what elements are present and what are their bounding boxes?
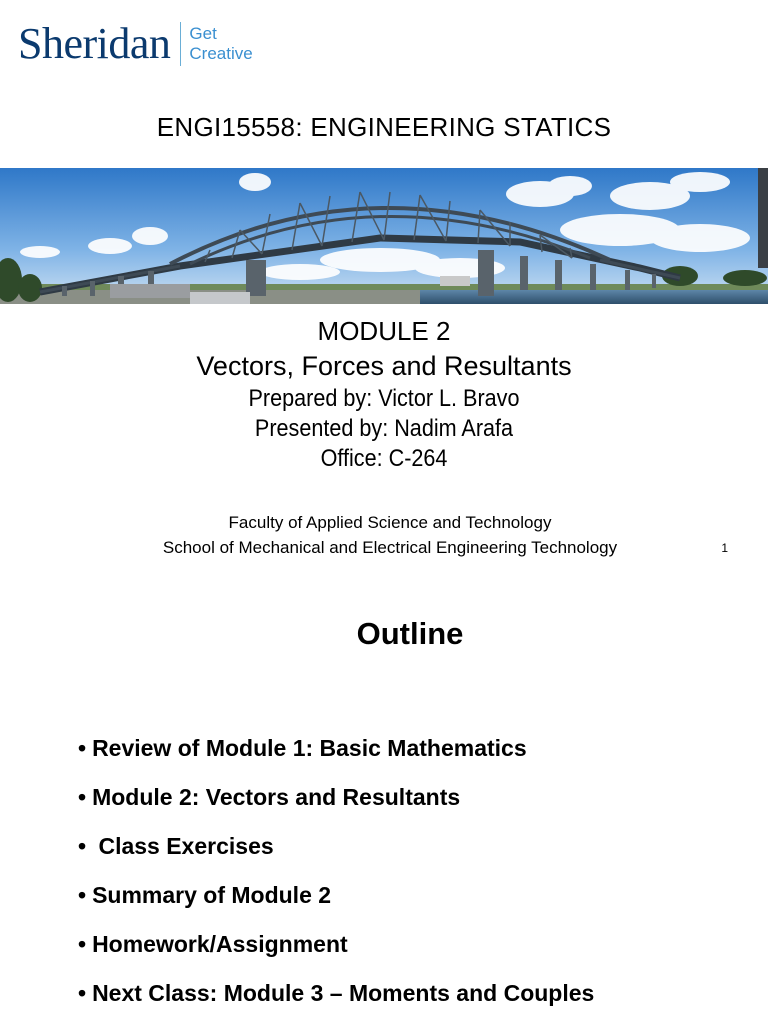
- bullet-icon: •: [78, 931, 87, 957]
- office: Office: C-264: [320, 445, 448, 472]
- list-item: [78, 979, 594, 1024]
- faculty-name: Faculty of Applied Science and Technology: [228, 513, 552, 532]
- list-item-text: Review of Module 1: Basic Mathematics: [92, 735, 527, 761]
- list-item-text: Module 2: Vectors and Resultants: [92, 784, 461, 810]
- bullet-icon: •: [78, 833, 87, 859]
- faculty-info: [0, 510, 768, 560]
- logo-divider: [180, 22, 181, 66]
- list-item-text: Homework/Assignment: [92, 931, 348, 957]
- logo-tagline-line1: Get: [189, 24, 217, 43]
- module-number: MODULE 2: [317, 316, 451, 346]
- list-item: [78, 881, 594, 930]
- logo-tagline: [189, 24, 252, 64]
- bridge-banner-image: [0, 168, 768, 304]
- list-item-text: Summary of Module 2: [92, 882, 332, 908]
- list-item: [78, 832, 594, 881]
- presented-by: Presented by: Nadim Arafa: [254, 415, 514, 442]
- outline-title: Outline: [356, 616, 464, 651]
- list-item-text: Class Exercises: [92, 833, 274, 859]
- logo-tagline-line2: Creative: [189, 44, 253, 63]
- bullet-icon: •: [78, 882, 87, 908]
- outline-list: [78, 734, 594, 1024]
- logo-wordmark: Sheridan: [18, 19, 171, 68]
- module-info: [0, 314, 768, 474]
- list-item: [78, 783, 594, 832]
- module-topic: Vectors, Forces and Resultants: [196, 351, 572, 381]
- bridge-illustration: [0, 168, 768, 304]
- list-item-text: Next Class: Module 3 – Moments and Couples: [92, 980, 595, 1006]
- course-title: ENGI15558: ENGINEERING STATICS: [156, 112, 612, 142]
- prepared-by: Prepared by: Victor L. Bravo: [248, 385, 520, 412]
- bullet-icon: •: [78, 735, 87, 761]
- bullet-icon: •: [78, 784, 87, 810]
- outline-slide: [0, 600, 768, 1024]
- bullet-icon: •: [78, 980, 87, 1006]
- list-item: [78, 734, 594, 783]
- sheridan-logo: [18, 16, 253, 72]
- school-name: School of Mechanical and Electrical Engineering Technology: [162, 538, 618, 557]
- page-number: 1: [721, 541, 728, 555]
- list-item: [78, 930, 594, 979]
